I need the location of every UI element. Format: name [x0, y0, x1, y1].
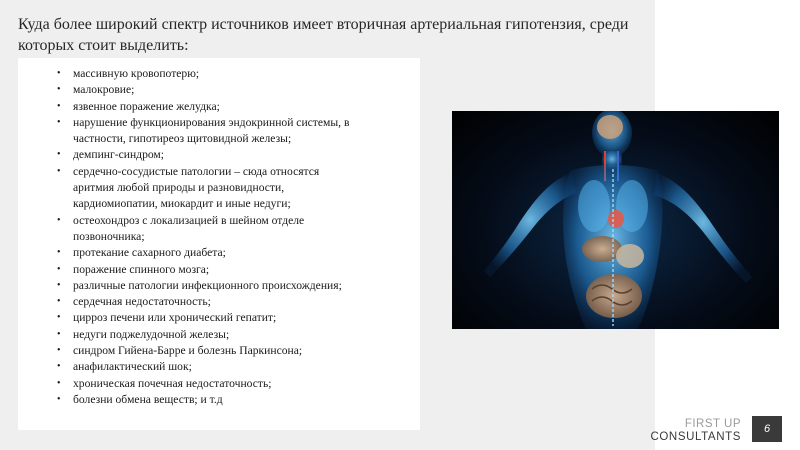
bullet-icon: •: [57, 84, 61, 96]
brand-line-1: FIRST UP: [684, 418, 741, 430]
list-item: [18, 164, 363, 213]
list-item-text: синдром Гийена-Барре и болезнь Паркинсона;: [73, 344, 303, 358]
bullet-icon: •: [57, 328, 61, 340]
bullet-list-panel: [18, 58, 420, 430]
page-number: 6: [752, 416, 782, 442]
list-item: [18, 82, 363, 98]
bullet-icon: •: [57, 393, 61, 405]
bullet-icon: •: [57, 279, 61, 291]
bullet-icon: •: [57, 263, 61, 275]
list-item: [18, 278, 363, 294]
brand-logo: [625, 418, 741, 444]
list-item-text: язвенное поражение желудка;: [73, 99, 220, 113]
list-item-text: сердечная недостаточность;: [73, 295, 211, 309]
list-item-text: остеохондроз с локализацией в шейном отделе позвоночника;: [73, 213, 305, 243]
bullet-icon: •: [57, 68, 61, 79]
list-item: [18, 99, 363, 115]
bullet-icon: •: [57, 247, 61, 259]
list-item-text: анафилактический шок;: [73, 360, 192, 374]
bullet-icon: •: [57, 116, 61, 128]
list-item: [18, 66, 363, 82]
list-item: [18, 147, 363, 163]
slide-title: Куда более широкий спектр источников имеет вторичная артериальная гипотензия, среди которых стоит выделить:: [18, 16, 629, 54]
list-item: [18, 392, 363, 408]
list-item-text: поражение спинного мозга;: [73, 262, 210, 276]
list-item: [18, 359, 363, 375]
list-item: [18, 262, 363, 278]
human-anatomy-icon: [452, 111, 779, 329]
list-item-text: хроническая почечная недостаточность;: [73, 376, 272, 390]
list-item: [18, 327, 363, 343]
list-item-text: малокровие;: [73, 83, 135, 97]
bullet-icon: •: [57, 345, 61, 357]
bullet-icon: •: [57, 377, 61, 389]
list-item: [18, 376, 363, 392]
list-item: [18, 245, 363, 261]
bullet-icon: •: [57, 149, 61, 161]
list-item-text: различные патологии инфекционного происхождения;: [73, 278, 342, 292]
list-item-text: сердечно-сосудистые патологии – сюда относятся аритмия любой природы и разновидности, кардиомиопатии, миокардит и иные недуги;: [73, 164, 320, 211]
list-item: [18, 294, 363, 310]
bullet-icon: •: [57, 100, 61, 112]
list-item: [18, 310, 363, 326]
list-item-text: цирроз печени или хронический гепатит;: [73, 311, 277, 325]
list-item-text: массивную кровопотерю;: [73, 67, 200, 80]
list-item: [18, 343, 363, 359]
bullet-icon: •: [57, 361, 61, 373]
list-item-text: нарушение функционирования эндокринной системы, в частности, гипотиреоз щитовидной железы;: [73, 115, 350, 146]
list-item-text: недуги поджелудочной железы;: [73, 327, 230, 341]
bullet-list: [18, 58, 420, 408]
list-item-text: болезни обмена веществ; и т.д: [73, 392, 223, 406]
list-item-text: демпинг-синдром;: [73, 148, 164, 162]
brand-line-2: CONSULTANTS: [650, 431, 741, 443]
bullet-icon: •: [57, 165, 61, 177]
list-item: [18, 213, 363, 246]
bullet-icon: •: [57, 296, 61, 308]
bullet-icon: •: [57, 214, 61, 226]
anatomy-image: [452, 111, 779, 329]
list-item-text: протекание сахарного диабета;: [73, 246, 226, 260]
bullet-icon: •: [57, 312, 61, 324]
list-item: [18, 115, 363, 148]
